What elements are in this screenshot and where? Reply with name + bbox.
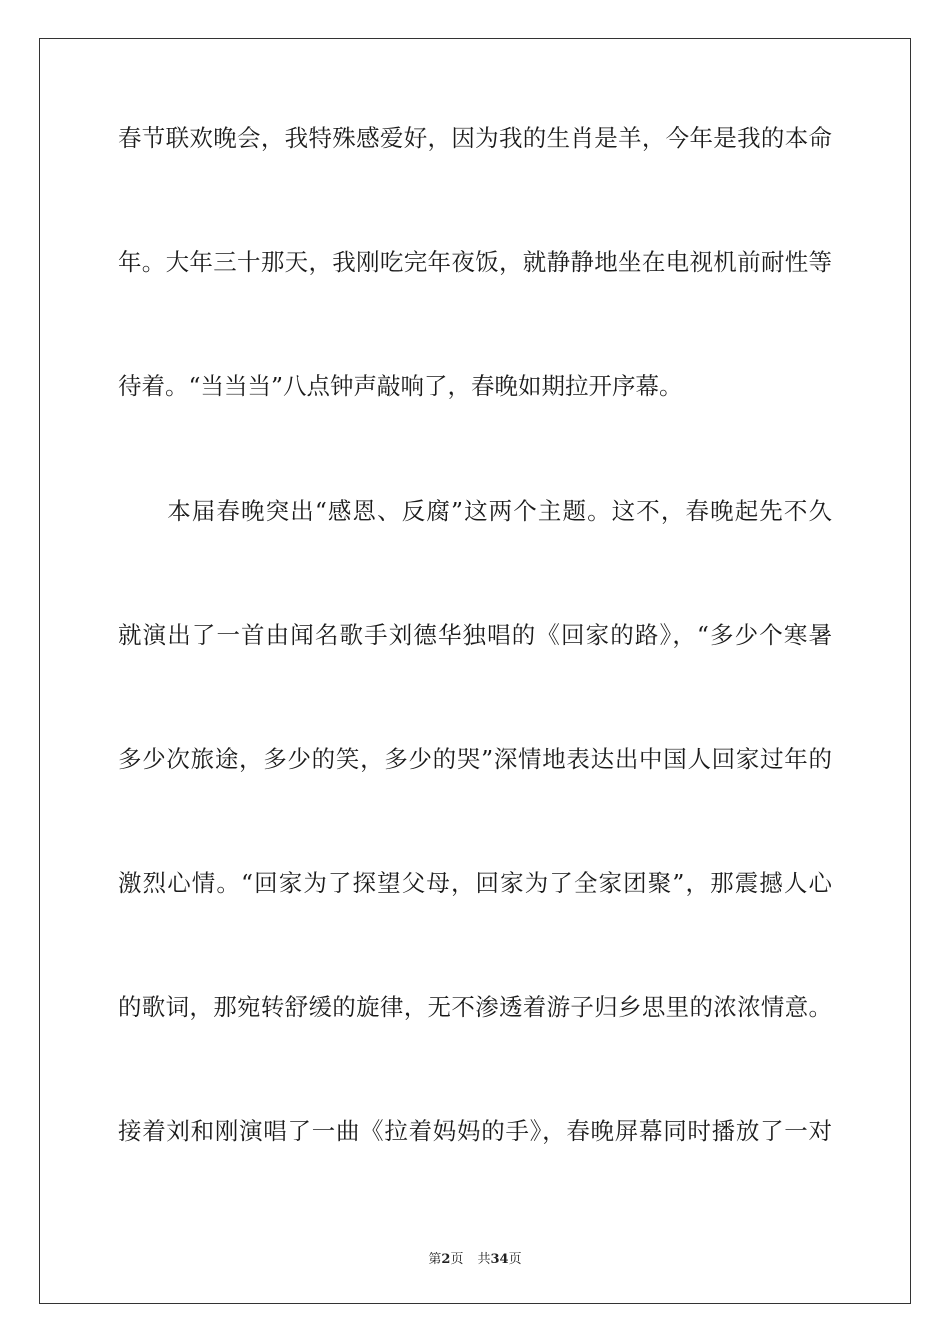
text-line-5: 就演出了一首由闻名歌手刘德华独唱的《回家的路》，“多少个寒暑 bbox=[118, 621, 832, 649]
document-body bbox=[118, 126, 832, 1143]
text-line-8: 的歌词，那宛转舒缓的旋律，无不渗透着游子归乡思里的浓浓情意。 bbox=[118, 993, 832, 1021]
page-prefix: 第 bbox=[428, 1252, 442, 1267]
text-line-2: 年。大年三十那天，我刚吃完年夜饭，就静静地坐在电视机前耐性等 bbox=[118, 248, 832, 276]
text-line-3: 待着。“当当当”八点钟声敲响了，春晚如期拉开序幕。 bbox=[118, 372, 683, 400]
text-line-6: 多少次旅途，多少的笑，多少的哭”深情地表达出中国人回家过年的 bbox=[118, 745, 832, 773]
total-suffix: 页 bbox=[508, 1252, 522, 1267]
total-pages: 34 bbox=[490, 1252, 509, 1267]
page-number: 2 bbox=[441, 1252, 451, 1267]
page-suffix: 页 bbox=[450, 1252, 464, 1267]
text-line-4: 本届春晚突出“感恩、反腐”这两个主题。这不，春晚起先不久 bbox=[118, 497, 832, 525]
page-footer bbox=[0, 1248, 950, 1267]
text-line-1: 春节联欢晚会，我特殊感爱好，因为我的生肖是羊，今年是我的本命 bbox=[118, 124, 832, 152]
text-line-7: 激烈心情。“回家为了探望父母，回家为了全家团聚”，那震撼人心 bbox=[118, 869, 832, 897]
total-prefix: 共 bbox=[477, 1252, 491, 1267]
text-line-9: 接着刘和刚演唱了一曲《拉着妈妈的手》，春晚屏幕同时播放了一对 bbox=[118, 1117, 832, 1145]
